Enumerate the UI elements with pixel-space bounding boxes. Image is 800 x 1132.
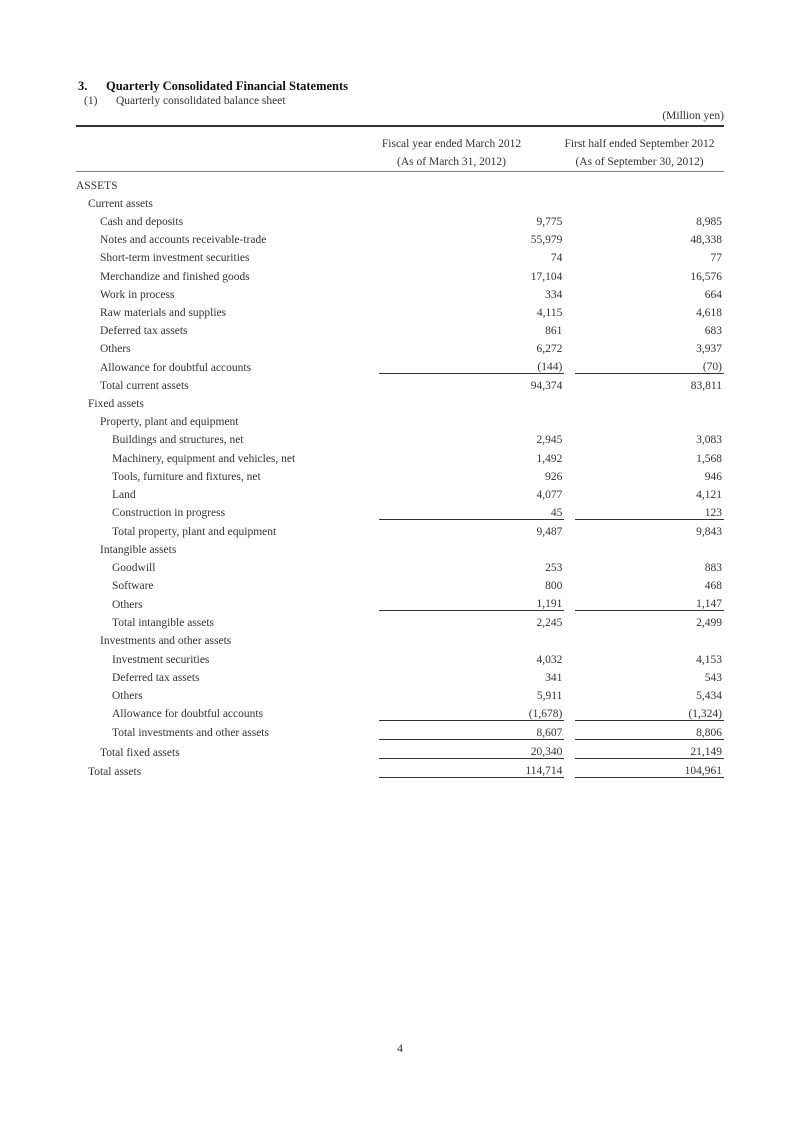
table-row bbox=[76, 246, 724, 264]
value-fy2012: 2,245 bbox=[536, 617, 563, 630]
row-label: Total fixed assets bbox=[100, 746, 180, 759]
section-title-text: Quarterly Consolidated Financial Statements bbox=[106, 79, 349, 93]
value-h1-2012: 83,811 bbox=[690, 380, 722, 393]
table-row bbox=[76, 228, 724, 246]
value-h1-2012: 77 bbox=[710, 252, 722, 265]
row-label: Others bbox=[112, 598, 143, 611]
table-row bbox=[76, 629, 724, 647]
table-row bbox=[76, 702, 724, 721]
value-h1-2012: 1,147 bbox=[575, 592, 724, 611]
column-header-h1-2012-line2: (As of September 30, 2012) bbox=[575, 156, 704, 168]
row-label: Total intangible assets bbox=[112, 617, 215, 630]
value-fy2012: 4,077 bbox=[536, 488, 563, 501]
table-row bbox=[76, 355, 724, 374]
value-fy2012: 55,979 bbox=[530, 234, 563, 247]
value-h1-2012 bbox=[575, 392, 724, 410]
value-h1-2012: (70) bbox=[575, 355, 724, 374]
value-fy2012: 334 bbox=[545, 288, 563, 301]
row-label: Current assets bbox=[88, 198, 153, 211]
column-header-fy2012 bbox=[349, 135, 554, 171]
row-label: Total assets bbox=[88, 765, 142, 778]
value-fy2012: 253 bbox=[545, 562, 563, 575]
value-fy2012: 861 bbox=[545, 324, 563, 337]
value-h1-2012: 2,499 bbox=[696, 617, 722, 630]
row-label: Land bbox=[112, 488, 136, 501]
row-label: Notes and accounts receivable-trade bbox=[100, 234, 267, 247]
row-label: Total investments and other assets bbox=[112, 727, 269, 740]
value-fy2012: 4,115 bbox=[536, 306, 563, 319]
column-header-fy2012-line2: (As of March 31, 2012) bbox=[397, 156, 506, 168]
section-number: 3. bbox=[78, 79, 88, 93]
row-label: Deferred tax assets bbox=[100, 324, 188, 337]
table-row bbox=[76, 592, 724, 611]
value-fy2012: 800 bbox=[545, 580, 563, 593]
table-row bbox=[76, 192, 724, 210]
row-label: Total current assets bbox=[100, 380, 189, 393]
table-row bbox=[76, 301, 724, 319]
table-row bbox=[76, 174, 724, 192]
value-fy2012: 5,911 bbox=[536, 689, 563, 702]
table-row bbox=[76, 759, 724, 778]
table-row bbox=[76, 739, 724, 758]
row-label: Deferred tax assets bbox=[112, 671, 200, 684]
subsection-number: (1) bbox=[84, 95, 98, 107]
row-label: Others bbox=[100, 342, 131, 355]
value-h1-2012: 9,843 bbox=[696, 525, 722, 538]
table-row bbox=[76, 465, 724, 483]
row-label: Goodwill bbox=[112, 562, 156, 575]
table-row bbox=[76, 538, 724, 556]
value-fy2012: (144) bbox=[379, 355, 564, 374]
row-label: Property, plant and equipment bbox=[100, 416, 239, 429]
value-fy2012 bbox=[379, 410, 564, 428]
table-row bbox=[76, 501, 724, 520]
table-row bbox=[76, 611, 724, 630]
table-row bbox=[76, 519, 724, 538]
row-label: Tools, furniture and fixtures, net bbox=[112, 470, 261, 483]
table-top-rule bbox=[76, 125, 724, 127]
table-row bbox=[76, 647, 724, 665]
value-h1-2012: 16,576 bbox=[690, 270, 722, 283]
value-h1-2012: 123 bbox=[575, 501, 724, 520]
row-label: Work in process bbox=[100, 288, 175, 301]
value-h1-2012: 4,153 bbox=[696, 653, 722, 666]
value-fy2012: (1,678) bbox=[379, 702, 564, 721]
value-fy2012: 341 bbox=[545, 671, 563, 684]
value-fy2012: 9,775 bbox=[536, 216, 563, 229]
value-h1-2012: 8,806 bbox=[575, 720, 724, 739]
value-h1-2012: 8,985 bbox=[696, 216, 722, 229]
row-label: Total property, plant and equipment bbox=[112, 525, 277, 538]
table-row bbox=[76, 392, 724, 410]
value-fy2012 bbox=[379, 629, 564, 647]
value-h1-2012: 468 bbox=[704, 580, 722, 593]
table-row bbox=[76, 283, 724, 301]
value-h1-2012: 3,937 bbox=[696, 342, 722, 355]
table-row bbox=[76, 264, 724, 282]
row-label: Fixed assets bbox=[88, 398, 144, 411]
value-h1-2012 bbox=[575, 410, 724, 428]
table-row bbox=[76, 410, 724, 428]
value-fy2012: 2,945 bbox=[536, 434, 563, 447]
table-row bbox=[76, 574, 724, 592]
unit-label: (Million yen) bbox=[662, 110, 724, 122]
value-h1-2012: 683 bbox=[704, 324, 722, 337]
value-fy2012: 6,272 bbox=[536, 342, 563, 355]
row-label: Cash and deposits bbox=[100, 216, 184, 229]
value-fy2012: 17,104 bbox=[530, 270, 563, 283]
table-row bbox=[76, 337, 724, 355]
value-fy2012 bbox=[379, 174, 564, 192]
row-label: Raw materials and supplies bbox=[100, 306, 227, 319]
row-label: Machinery, equipment and vehicles, net bbox=[112, 452, 296, 465]
table-row bbox=[76, 446, 724, 464]
value-fy2012: 1,191 bbox=[379, 592, 564, 611]
table-row bbox=[76, 428, 724, 446]
row-label: Investments and other assets bbox=[100, 635, 232, 648]
row-label: Allowance for doubtful accounts bbox=[112, 708, 264, 721]
column-header-h1-2012-line1: First half ended September 2012 bbox=[564, 138, 715, 150]
value-h1-2012: 4,618 bbox=[696, 306, 722, 319]
table-row bbox=[76, 210, 724, 228]
row-label: Intangible assets bbox=[100, 543, 177, 556]
table-row bbox=[76, 684, 724, 702]
value-fy2012 bbox=[379, 538, 564, 556]
value-h1-2012: 3,083 bbox=[696, 434, 722, 447]
row-label: Merchandize and finished goods bbox=[100, 270, 250, 283]
value-h1-2012 bbox=[575, 192, 724, 210]
value-h1-2012: 664 bbox=[704, 288, 722, 301]
row-label: Others bbox=[112, 689, 143, 702]
table-row bbox=[76, 374, 724, 393]
subsection-title-text: Quarterly consolidated balance sheet bbox=[116, 95, 286, 107]
table-row bbox=[76, 556, 724, 574]
value-h1-2012: 48,338 bbox=[690, 234, 722, 247]
value-h1-2012 bbox=[575, 629, 724, 647]
value-h1-2012 bbox=[575, 174, 724, 192]
value-fy2012: 4,032 bbox=[536, 653, 563, 666]
value-fy2012 bbox=[379, 192, 564, 210]
value-h1-2012: 21,149 bbox=[575, 739, 724, 758]
value-h1-2012: 1,568 bbox=[696, 452, 722, 465]
row-label: Software bbox=[112, 580, 154, 593]
value-h1-2012: (1,324) bbox=[575, 702, 724, 721]
value-fy2012 bbox=[379, 392, 564, 410]
value-fy2012: 45 bbox=[379, 501, 564, 520]
value-h1-2012: 5,434 bbox=[696, 689, 722, 702]
value-h1-2012: 104,961 bbox=[575, 759, 724, 778]
value-fy2012: 74 bbox=[550, 252, 563, 265]
page-number: 4 bbox=[397, 1041, 403, 1055]
value-fy2012: 20,340 bbox=[379, 739, 564, 758]
row-label: Investment securities bbox=[112, 653, 210, 666]
value-h1-2012: 4,121 bbox=[696, 488, 722, 501]
row-label: Short-term investment securities bbox=[100, 252, 250, 265]
header-bottom-rule bbox=[76, 171, 724, 172]
value-fy2012: 114,714 bbox=[379, 759, 564, 778]
row-label: Allowance for doubtful accounts bbox=[100, 361, 252, 374]
value-fy2012: 926 bbox=[545, 470, 563, 483]
table-row bbox=[76, 666, 724, 684]
value-fy2012: 94,374 bbox=[530, 380, 563, 393]
row-label: Buildings and structures, net bbox=[112, 434, 244, 447]
table-row bbox=[76, 483, 724, 501]
column-header-h1-2012 bbox=[537, 135, 742, 171]
value-h1-2012: 543 bbox=[704, 671, 722, 684]
value-fy2012: 8,607 bbox=[379, 720, 564, 739]
value-fy2012: 9,487 bbox=[536, 525, 563, 538]
subsection-title bbox=[84, 95, 286, 107]
value-h1-2012: 883 bbox=[704, 562, 722, 575]
balance-sheet-table bbox=[76, 174, 724, 778]
table-row bbox=[76, 720, 724, 739]
table-row bbox=[76, 319, 724, 337]
value-h1-2012: 946 bbox=[704, 470, 722, 483]
value-fy2012: 1,492 bbox=[536, 452, 563, 465]
row-label: ASSETS bbox=[76, 180, 118, 193]
value-h1-2012 bbox=[575, 538, 724, 556]
column-header-fy2012-line1: Fiscal year ended March 2012 bbox=[381, 138, 522, 150]
row-label: Construction in progress bbox=[112, 507, 226, 520]
section-title bbox=[78, 79, 348, 94]
